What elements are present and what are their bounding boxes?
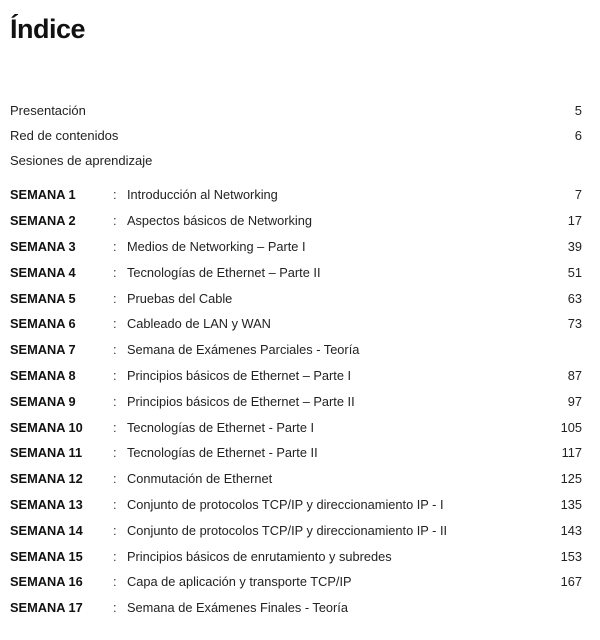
topic-title: Pruebas del Cable	[127, 290, 233, 306]
page-number: 167	[560, 574, 582, 590]
separator: :	[113, 393, 117, 409]
front-entry-label: Presentación	[10, 103, 86, 118]
week-label: SEMANA 14	[10, 522, 83, 538]
toc-row	[10, 414, 582, 440]
week-label: SEMANA 16	[10, 574, 83, 590]
toc-row	[10, 182, 582, 208]
front-entry-label: Sesiones de aprendizaje	[10, 153, 153, 168]
topic-title: Tecnologías de Ethernet - Parte II	[127, 445, 318, 461]
sessions-table	[10, 182, 582, 621]
topic-title: Principios básicos de Ethernet – Parte II	[127, 393, 355, 409]
topic-title: Conjunto de protocolos TCP/IP y direccionamiento IP - II	[127, 522, 448, 538]
separator: :	[113, 471, 117, 487]
toc-row	[10, 569, 582, 595]
page-number: 87	[567, 367, 582, 383]
page-number: 17	[567, 213, 582, 229]
toc-row	[10, 517, 582, 543]
week-label: SEMANA 6	[10, 316, 76, 332]
separator: :	[113, 342, 117, 358]
page-number: 39	[567, 238, 582, 254]
topic-title: Principios básicos de Ethernet – Parte I	[127, 367, 352, 383]
front-entry-label: Red de contenidos	[10, 128, 119, 143]
week-label: SEMANA 13	[10, 496, 83, 512]
week-label: SEMANA 2	[10, 213, 76, 229]
toc-row	[10, 234, 582, 260]
topic-title: Introducción al Networking	[127, 187, 278, 203]
separator: :	[113, 367, 117, 383]
separator: :	[113, 238, 117, 254]
week-label: SEMANA 15	[10, 548, 83, 564]
week-label: SEMANA 9	[10, 393, 76, 409]
front-entry-page	[542, 153, 582, 168]
toc-row	[10, 440, 582, 466]
topic-title: Principios básicos de enrutamiento y subredes	[127, 548, 392, 564]
separator: :	[113, 290, 117, 306]
front-entry-presentation	[10, 103, 582, 118]
toc-row	[10, 595, 582, 621]
toc-row	[10, 492, 582, 518]
separator: :	[113, 574, 117, 590]
separator: :	[113, 445, 117, 461]
front-entry-page: 5	[574, 103, 582, 118]
page-number: 153	[560, 548, 582, 564]
week-label: SEMANA 7	[10, 342, 76, 358]
page-number: 117	[561, 445, 582, 461]
separator: :	[113, 522, 117, 538]
topic-title: Tecnologías de Ethernet – Parte II	[127, 264, 321, 280]
week-label: SEMANA 5	[10, 290, 76, 306]
page-number: 73	[567, 316, 582, 332]
front-entry-page: 6	[574, 128, 582, 143]
topic-title: Medios de Networking – Parte I	[127, 238, 306, 254]
topic-title: Capa de aplicación y transporte TCP/IP	[127, 574, 352, 590]
front-entry-content-network	[10, 128, 582, 143]
week-label: SEMANA 4	[10, 264, 76, 280]
toc-row	[10, 363, 582, 389]
topic-title: Semana de Exámenes Finales - Teoría	[127, 600, 348, 616]
toc-row	[10, 259, 582, 285]
separator: :	[113, 264, 117, 280]
topic-title: Aspectos básicos de Networking	[127, 213, 312, 229]
week-label: SEMANA 3	[10, 238, 76, 254]
week-label: SEMANA 8	[10, 367, 76, 383]
topic-title: Semana de Exámenes Parciales - Teoría	[127, 342, 360, 358]
separator: :	[113, 548, 117, 564]
separator: :	[113, 316, 117, 332]
separator: :	[113, 213, 117, 229]
page-number: 143	[560, 522, 582, 538]
week-label: SEMANA 17	[10, 600, 83, 616]
separator: :	[113, 187, 117, 203]
separator: :	[113, 600, 117, 616]
topic-title: Conmutación de Ethernet	[127, 471, 273, 487]
separator: :	[113, 496, 117, 512]
toc-row	[10, 543, 582, 569]
page-number: 125	[560, 471, 582, 487]
page-number: 51	[567, 264, 582, 280]
toc-row	[10, 388, 582, 414]
week-label: SEMANA 11	[10, 445, 83, 461]
toc-row	[10, 337, 582, 363]
toc-row	[10, 466, 582, 492]
page-number: 105	[560, 419, 582, 435]
week-label: SEMANA 10	[10, 419, 83, 435]
page-number: 63	[567, 290, 582, 306]
front-entry-learning-sessions	[10, 153, 582, 168]
topic-title: Cableado de LAN y WAN	[127, 316, 271, 332]
page-title: Índice	[10, 14, 86, 44]
topic-title: Conjunto de protocolos TCP/IP y direccionamiento IP - I	[127, 496, 444, 512]
week-label: SEMANA 1	[10, 187, 76, 203]
page-number: 135	[560, 496, 582, 512]
page-number: 97	[567, 393, 582, 409]
toc-row	[10, 285, 582, 311]
toc-row	[10, 311, 582, 337]
toc-row	[10, 208, 582, 234]
topic-title: Tecnologías de Ethernet - Parte I	[127, 419, 315, 435]
page-number: 7	[574, 187, 582, 203]
week-label: SEMANA 12	[10, 471, 83, 487]
separator: :	[113, 419, 117, 435]
